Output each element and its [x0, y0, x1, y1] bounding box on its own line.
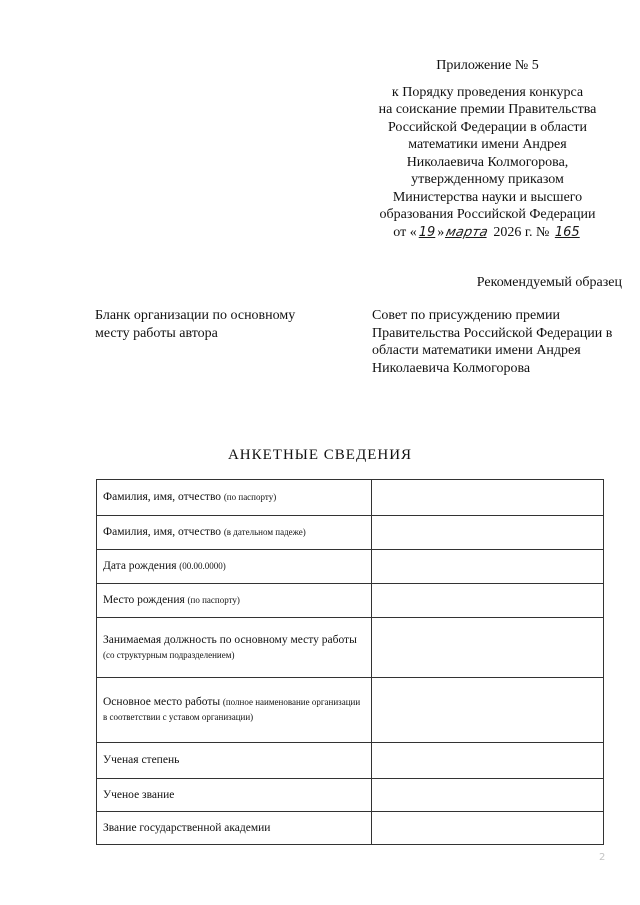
appendix-header — [360, 57, 615, 241]
appendix-title: Приложение № 5 — [436, 58, 539, 73]
table-row — [97, 743, 604, 779]
order-reference — [360, 224, 615, 242]
order-year: 2026 г. № — [493, 224, 550, 240]
row-label: Фамилия, имя, отчество (по паспорту) — [97, 480, 372, 516]
table-row — [97, 618, 604, 678]
order-day-handwritten: 19 — [418, 224, 436, 240]
row-value-field[interactable] — [372, 480, 604, 516]
appendix-line: к Порядку проведения конкурса — [391, 84, 584, 100]
appendix-line: утвержденному приказом — [411, 172, 564, 187]
row-label: Ученое звание — [97, 779, 372, 812]
row-value-field[interactable] — [372, 812, 604, 845]
section-title: АНКЕТНЫЕ СВЕДЕНИЯ — [227, 447, 413, 463]
order-number-handwritten: 165 — [554, 224, 580, 240]
table-row — [97, 550, 604, 584]
row-value-field[interactable] — [372, 584, 604, 618]
appendix-line: математики имени Андрея — [408, 137, 567, 152]
appendix-line: на соискание премии Правительства — [378, 102, 597, 117]
row-value-field[interactable] — [372, 516, 604, 550]
organization-letterhead-note: Бланк организации по основному месту работы автора — [95, 308, 296, 341]
row-value-field[interactable] — [372, 743, 604, 779]
row-label: Ученая степень — [97, 743, 372, 779]
sample-label: Рекомендуемый образец — [476, 275, 622, 290]
table-row — [97, 480, 604, 516]
appendix-line: образования Российской Федерации — [379, 207, 596, 222]
row-label: Занимаемая должность по основному месту работы (со структурным подразделением) — [97, 618, 372, 678]
row-label: Основное место работы (полное наименование организации в соответствии с уставом организации) — [97, 678, 372, 743]
questionnaire-table — [96, 479, 604, 845]
order-month-handwritten: марта — [444, 224, 490, 240]
row-value-field[interactable] — [372, 550, 604, 584]
page-corner-mark: 2 — [599, 852, 606, 863]
row-label: Дата рождения (00.00.0000) — [97, 550, 372, 584]
appendix-line: Российской Федерации в области — [387, 119, 588, 135]
row-label: Место рождения (по паспорту) — [97, 584, 372, 618]
row-value-field[interactable] — [372, 678, 604, 743]
addressee-council: Совет по присуждению премии Правительства Российской Федерации в области математики имени Андрея Николаевича Колмогорова — [372, 308, 613, 376]
table-row — [97, 812, 604, 845]
row-value-field[interactable] — [372, 779, 604, 812]
order-prefix: от « — [393, 224, 417, 240]
appendix-line: Министерства науки и высшего — [392, 189, 583, 205]
row-label: Фамилия, имя, отчество (в дательном падеже) — [97, 516, 372, 550]
table-row — [97, 584, 604, 618]
table-row — [97, 779, 604, 812]
row-value-field[interactable] — [372, 618, 604, 678]
row-label: Звание государственной академии — [97, 812, 372, 845]
order-close-quote: » — [437, 224, 445, 240]
table-row — [97, 516, 604, 550]
appendix-line: Николаевича Колмогорова, — [406, 154, 569, 170]
table-row — [97, 678, 604, 743]
